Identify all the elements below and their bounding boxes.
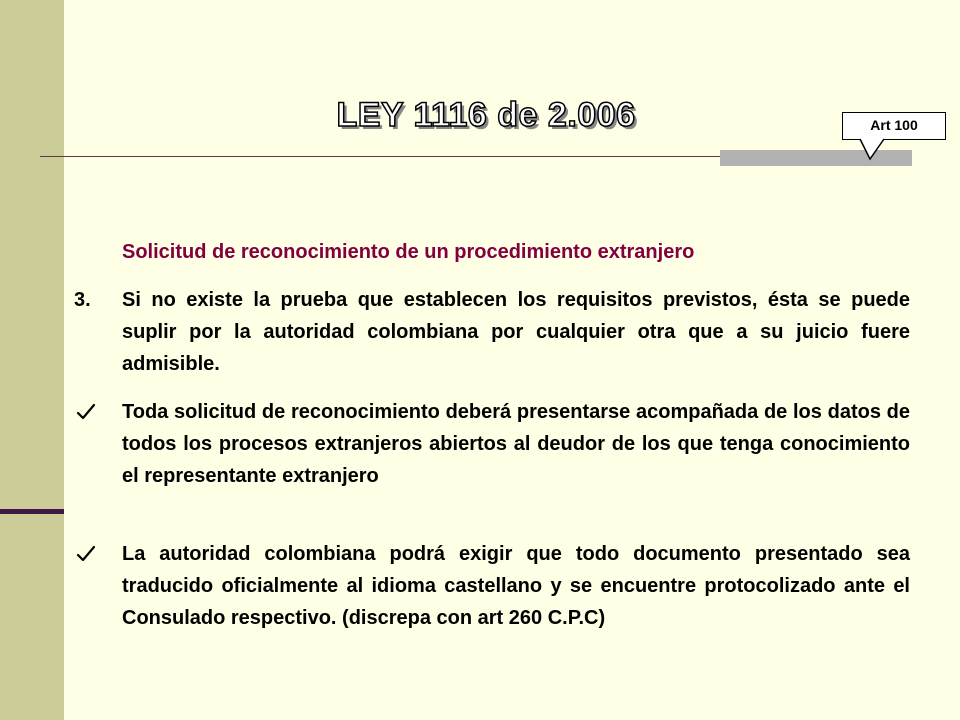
checkmark-icon [76, 403, 96, 421]
title-container [0, 96, 960, 135]
left-accent-line [0, 509, 64, 514]
article-callout: Art 100 [842, 112, 946, 140]
item-text: Si no existe la prueba que establecen los requisitos previstos, ésta se puede suplir por la autoridad colombiana por cualquier otra que a su juicio fuere admisible. [122, 289, 910, 375]
checkmark-icon [76, 545, 96, 563]
item-number: 3. [74, 289, 91, 311]
slide-subtitle: Solicitud de reconocimiento de un procedimiento extranjero [122, 241, 695, 263]
slide-title: LEY 1116 de 2.006 [336, 96, 636, 134]
item-text: Toda solicitud de reconocimiento deberá presentarse acompañada de los datos de todos los procesos extranjeros abiertos al deudor de los que tenga conocimiento el representante extranjero [122, 401, 910, 487]
list-item [74, 396, 910, 492]
callout-tail [850, 138, 890, 162]
item-text: La autoridad colombiana podrá exigir que todo documento presentado sea traducido oficialmente al idioma castellano y se encuentre protocolizado ante el Consulado respectivo. (discrepa con art 260 C.P.C) [122, 543, 910, 629]
list-item [74, 538, 910, 634]
list-item [74, 284, 910, 380]
